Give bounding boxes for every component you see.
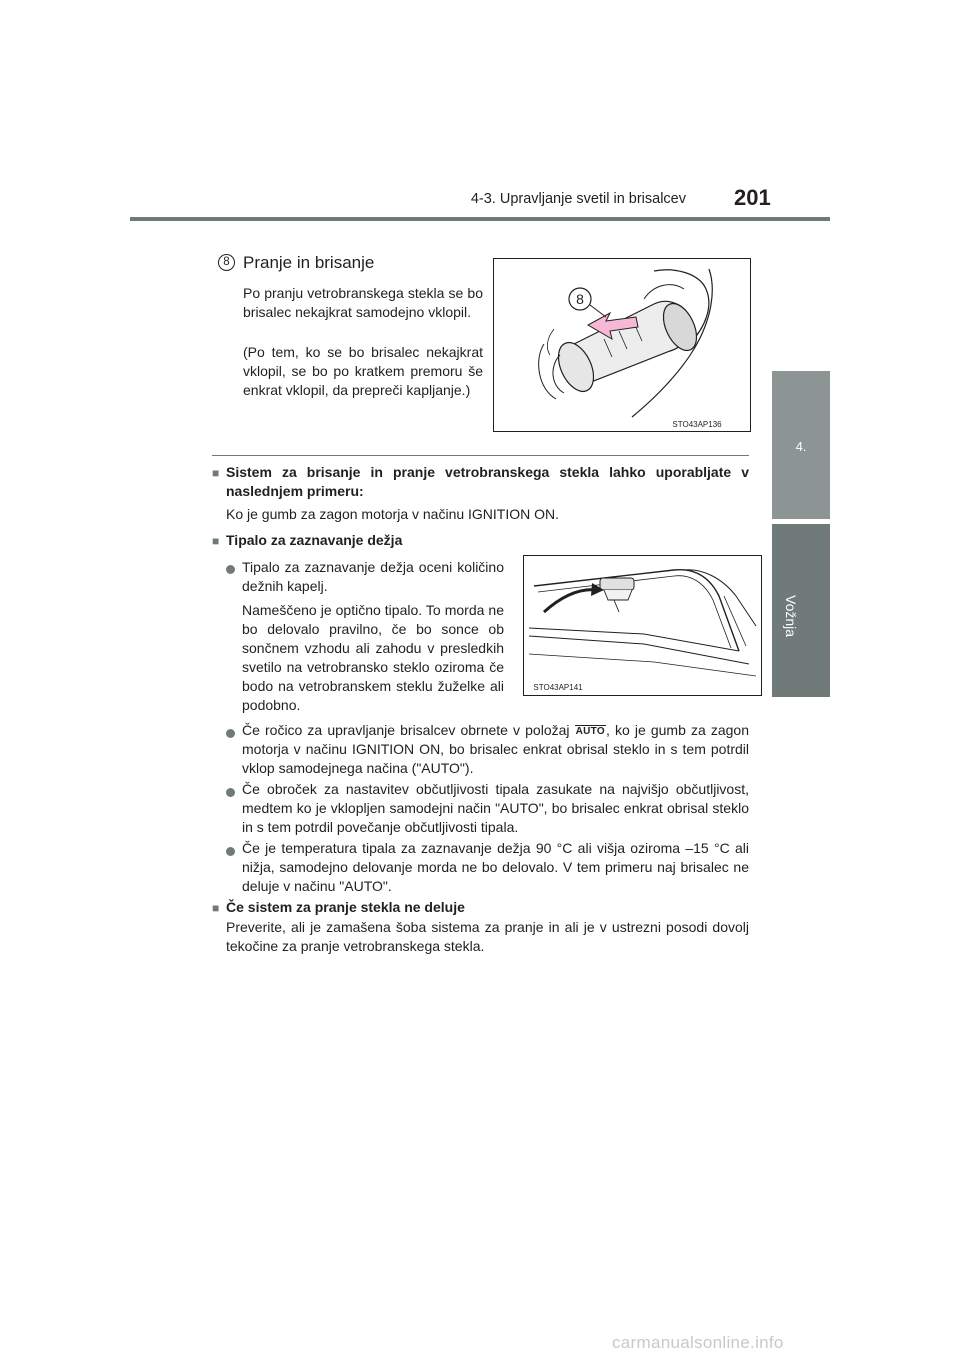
square-bullet-icon: ■ <box>212 466 220 480</box>
rain-sensor-paragraph-1: Tipalo za zaznavanje dežja oceni količino dežnih kapelj. <box>242 559 504 594</box>
auto-mode-text-b: , ko je gumb za zagon motorja v načinu IGNITION ON, bo brisalec enkrat obrisal steklo in s tem potrdil vklop samodejnega načina ("AUTO"). <box>242 722 749 776</box>
chapter-tab-lower <box>772 524 830 697</box>
section-paragraph-1: Po pranju vetrobranskega stekla se bo brisalec nekajkrat samodejno vklopil. <box>243 285 483 320</box>
step-number-circle: 8 <box>218 254 235 271</box>
round-bullet-icon <box>226 729 235 738</box>
header-rule <box>130 217 830 221</box>
square-bullet-icon: ■ <box>212 901 220 915</box>
footer-watermark: carmanualsonline.info <box>612 1333 784 1352</box>
note-heading-2: Tipalo za zaznavanje dežja <box>226 532 403 548</box>
note-heading-3: Če sistem za pranje stekla ne deluje <box>226 899 465 915</box>
chapter-tab-title: Vožnja <box>783 595 799 638</box>
windshield-sensor-illustration <box>524 556 761 695</box>
figure-rain-sensor <box>523 555 762 696</box>
section-title: Pranje in brisanje <box>243 253 375 272</box>
figure-code: STO43AP136 <box>672 420 722 429</box>
page-number: 201 <box>734 185 771 210</box>
sensitivity-paragraph: Če obroček za nastavitev občutljivosti tipala zasukate na najvišjo občutljivost, medtem ko je vklopljen samodejni način "AUTO", bo brisalec enkrat obrisal steklo in s tem potrdil povečanje občutljivosti tipala. <box>242 781 749 835</box>
section-paragraph-2: (Po tem, ko se bo brisalec nekajkrat vklopil, se bo po kratkem premoru še enkrat vklopil, da prepreči kapljanje.) <box>243 344 483 398</box>
auto-mode-text-a: Če ročico za upravljanje brisalcev obrnete v položaj <box>242 722 570 738</box>
running-header-section: 4-3. Upravljanje svetil in brisalcev <box>470 191 686 207</box>
note-heading-1: Sistem za brisanje in pranje vetrobranskega stekla lahko uporabljate v naslednjem primeru: <box>226 464 749 499</box>
temperature-paragraph: Če je temperatura tipala za zaznavanje dežja 90 °C ali višja oziroma –15 °C ali nižja, samodejno delovanje morda ne bo delovalo. V tem primeru naj brisalec ne deluje v načinu "AUTO". <box>242 840 749 894</box>
round-bullet-icon <box>226 847 235 856</box>
note-body-3: Preverite, ali je zamašena šoba sistema za pranje in ali je v ustrezni posodi dovolj tekočine za pranje vetrobranskega stekla. <box>226 919 749 954</box>
note-body-1: Ko je gumb za zagon motorja v načinu IGNITION ON. <box>226 506 560 522</box>
square-bullet-icon: ■ <box>212 534 220 548</box>
chapter-tab-number: 4. <box>795 439 807 454</box>
round-bullet-icon <box>226 565 235 574</box>
figure-callout-8: 8 <box>576 291 584 307</box>
figure-code: STO43AP141 <box>533 683 583 692</box>
section-divider <box>212 455 749 456</box>
rain-sensor-paragraph-2: Nameščeno je optično tipalo. To morda ne bo delovalo pravilno, če bo sonce ob sončnem vzhodu ali zahodu v presledkih svetilo na vetrobransko steklo oziroma če bodo na vetrobranskem steklu žuželke ali podobno. <box>242 602 504 713</box>
wiper-stalk-illustration <box>494 259 750 431</box>
round-bullet-icon <box>226 788 235 797</box>
figure-wiper-stalk <box>493 258 751 432</box>
auto-position-icon: AUTO <box>575 726 605 737</box>
auto-mode-paragraph <box>242 721 749 778</box>
